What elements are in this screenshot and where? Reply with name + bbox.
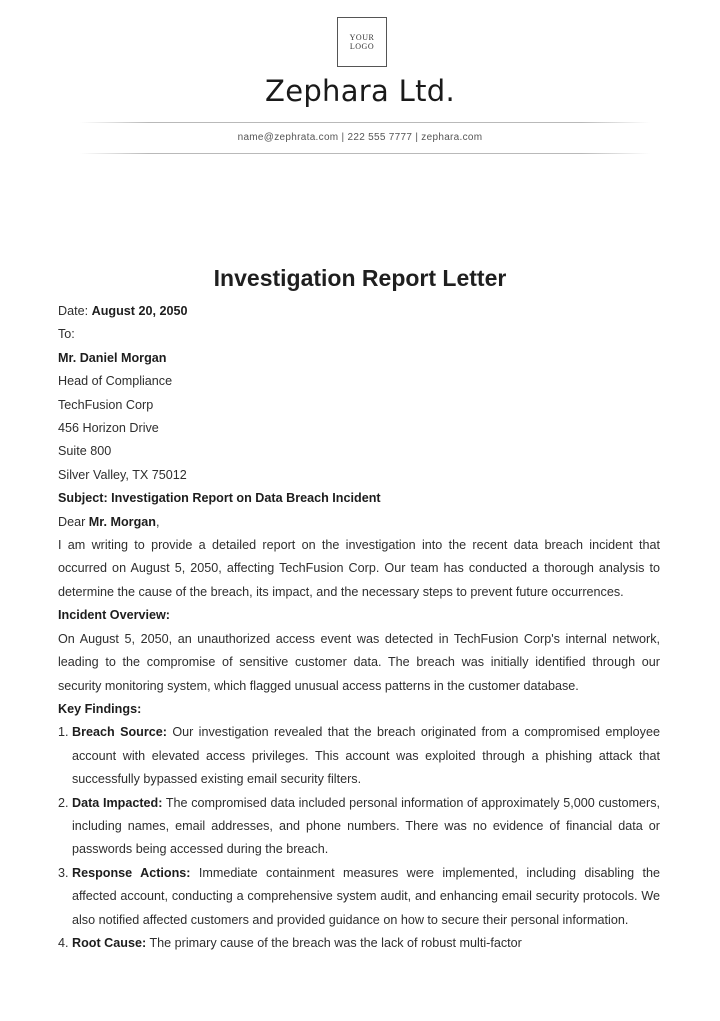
- date-label: Date:: [58, 304, 92, 318]
- finding-label: Root Cause:: [72, 935, 147, 950]
- document-title: Investigation Report Letter: [213, 265, 507, 291]
- salutation: [58, 511, 660, 534]
- company-name: Zephara Ltd.: [265, 74, 455, 108]
- salutation-name: Mr. Morgan: [88, 514, 156, 529]
- contact-line: name@zephrata.com | 222 555 7777 | zephara.com: [237, 132, 483, 143]
- finding-label: Response Actions:: [72, 865, 191, 880]
- finding-item: [58, 932, 660, 955]
- finding-number: 3.: [58, 865, 69, 880]
- date-value: August 20, 2050: [91, 304, 188, 318]
- recipient-address-line2: Suite 800: [58, 444, 112, 459]
- finding-item: [58, 862, 660, 932]
- recipient-company: TechFusion Corp: [58, 397, 154, 412]
- overview-heading: Incident Overview:: [58, 608, 170, 623]
- letter-body: [58, 300, 660, 955]
- finding-item: [58, 721, 660, 791]
- finding-number: 1.: [58, 725, 69, 740]
- finding-text: Our investigation revealed that the breach originated from a compromised employee account with elevated access privileges. This account was exploited through a phishing attack that successfully bypassed existing email security filters.: [72, 725, 660, 787]
- findings-list: [58, 721, 660, 955]
- to-label: To:: [58, 327, 75, 342]
- finding-text: The primary cause of the breach was the lack of robust multi-factor: [146, 935, 522, 950]
- finding-number: 4.: [58, 935, 69, 950]
- subject-line: Subject: Investigation Report on Data Breach Incident: [58, 491, 381, 506]
- finding-item: [58, 792, 660, 862]
- date-line: [58, 300, 660, 323]
- findings-heading: Key Findings:: [58, 701, 142, 716]
- salutation-prefix: Dear: [58, 514, 89, 529]
- recipient-address-line1: 456 Horizon Drive: [58, 421, 159, 436]
- recipient-name: Mr. Daniel Morgan: [58, 350, 167, 365]
- intro-paragraph: I am writing to provide a detailed report on the investigation into the recent data breach incident that occurred on August 5, 2050, affecting TechFusion Corp. Our team has conducted a thorough analysis to determine the cause of the breach, its impact, and the necessary steps to prevent future occurrences.: [58, 538, 660, 599]
- recipient-address-line3: Silver Valley, TX 75012: [58, 467, 187, 482]
- salutation-suffix: ,: [155, 514, 160, 529]
- recipient-position: Head of Compliance: [58, 374, 173, 389]
- logo-placeholder: [337, 17, 387, 67]
- header-divider-bottom: [80, 153, 650, 154]
- overview-paragraph: On August 5, 2050, an unauthorized access event was detected in TechFusion Corp's internal network, leading to the compromise of sensitive customer data. The breach was initially identified through our security monitoring system, which flagged unusual access patterns in the customer database.: [58, 631, 660, 693]
- header-divider-top: [80, 122, 650, 123]
- logo-text-line1: YOUR: [349, 33, 375, 42]
- finding-label: Breach Source:: [72, 725, 167, 740]
- logo-text-line2: LOGO: [349, 42, 375, 51]
- finding-text: The compromised data included personal information of approximately 5,000 customers, including names, email addresses, and phone numbers. There was no evidence of financial data or passwords being accessed during the breach.: [72, 795, 660, 857]
- finding-number: 2.: [58, 795, 69, 810]
- finding-label: Data Impacted:: [72, 795, 163, 810]
- finding-text: Immediate containment measures were implemented, including disabling the affected account, conducting a comprehensive system audit, and enhancing email security protocols. We also notified affected customers and provided guidance on how to secure their personal information.: [72, 865, 660, 927]
